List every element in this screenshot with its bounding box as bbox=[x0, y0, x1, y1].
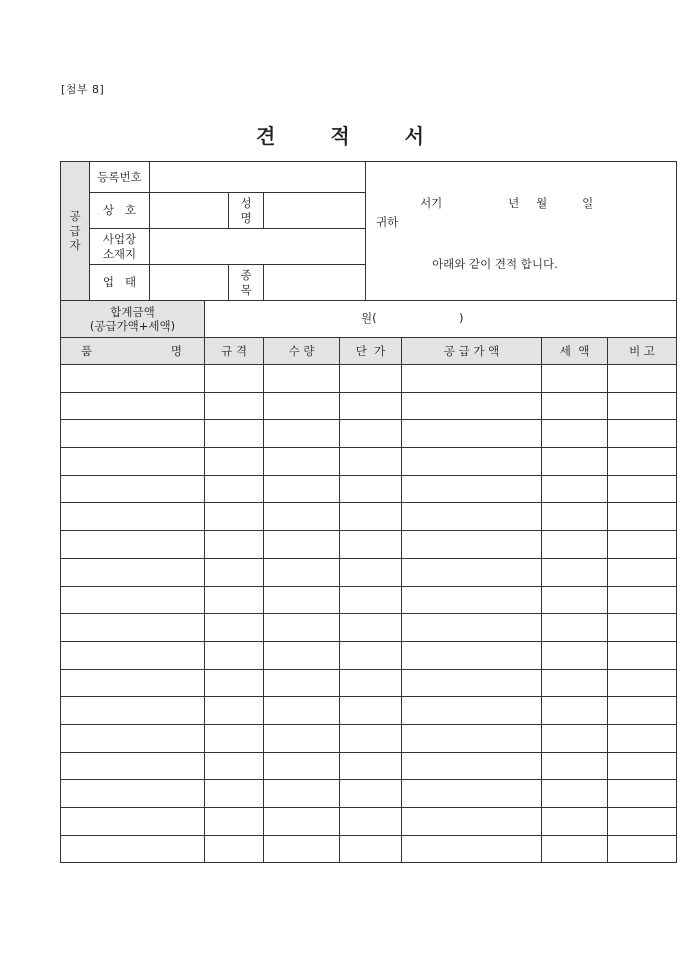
business-address-line: 소재지 bbox=[102, 246, 137, 261]
representative-label bbox=[229, 193, 264, 229]
remarks-cell[interactable] bbox=[608, 365, 677, 393]
supply-amount-cell[interactable] bbox=[402, 724, 542, 752]
table-row bbox=[61, 448, 677, 476]
tax-cell[interactable] bbox=[542, 641, 608, 669]
spec-cell[interactable] bbox=[205, 614, 264, 642]
remarks-cell[interactable] bbox=[608, 448, 677, 476]
tax-cell[interactable] bbox=[542, 780, 608, 808]
item-name-char: 품 bbox=[81, 343, 93, 358]
table-row bbox=[61, 752, 677, 780]
item-name-cell[interactable] bbox=[61, 448, 205, 476]
table-row bbox=[61, 392, 677, 420]
item-name-cell[interactable] bbox=[61, 641, 205, 669]
tax-cell[interactable] bbox=[542, 697, 608, 725]
remarks-cell[interactable] bbox=[608, 586, 677, 614]
recipient-info bbox=[366, 162, 677, 301]
remarks-cell[interactable] bbox=[608, 835, 677, 863]
quantity-cell[interactable] bbox=[264, 669, 340, 697]
unit-price-cell[interactable] bbox=[340, 448, 402, 476]
spec-cell[interactable] bbox=[205, 835, 264, 863]
tax-cell[interactable] bbox=[542, 392, 608, 420]
quantity-cell[interactable] bbox=[264, 503, 340, 531]
item-name-cell[interactable] bbox=[61, 475, 205, 503]
tax-cell[interactable] bbox=[542, 724, 608, 752]
business-address-field[interactable] bbox=[150, 229, 366, 265]
table-row bbox=[61, 420, 677, 448]
quantity-cell[interactable] bbox=[264, 392, 340, 420]
remarks-cell[interactable] bbox=[608, 724, 677, 752]
business-type-field[interactable] bbox=[150, 265, 229, 301]
quantity-cell[interactable] bbox=[264, 780, 340, 808]
table-row bbox=[61, 835, 677, 863]
tax-cell[interactable] bbox=[542, 475, 608, 503]
column-header-spec: 규 격 bbox=[205, 338, 264, 365]
supply-amount-cell[interactable] bbox=[402, 503, 542, 531]
item-name-cell[interactable] bbox=[61, 808, 205, 836]
spec-cell[interactable] bbox=[205, 475, 264, 503]
month-label: 월 bbox=[536, 196, 548, 210]
spec-cell[interactable] bbox=[205, 808, 264, 836]
remarks-cell[interactable] bbox=[608, 697, 677, 725]
item-name-cell[interactable] bbox=[61, 420, 205, 448]
unit-price-cell[interactable] bbox=[340, 392, 402, 420]
quantity-cell[interactable] bbox=[264, 808, 340, 836]
quantity-cell[interactable] bbox=[264, 724, 340, 752]
supply-amount-cell[interactable] bbox=[402, 780, 542, 808]
unit-price-cell[interactable] bbox=[340, 669, 402, 697]
item-name-cell[interactable] bbox=[61, 614, 205, 642]
supply-amount-cell[interactable] bbox=[402, 558, 542, 586]
unit-price-cell[interactable] bbox=[340, 614, 402, 642]
total-label-line: (공급가액+세액) bbox=[89, 319, 176, 333]
unit-price-cell[interactable] bbox=[340, 558, 402, 586]
supply-amount-cell[interactable] bbox=[402, 531, 542, 559]
remarks-cell[interactable] bbox=[608, 669, 677, 697]
tax-cell[interactable] bbox=[542, 503, 608, 531]
spec-cell[interactable] bbox=[205, 448, 264, 476]
supply-amount-cell[interactable] bbox=[402, 365, 542, 393]
unit-price-cell[interactable] bbox=[340, 420, 402, 448]
item-name-cell[interactable] bbox=[61, 392, 205, 420]
table-row bbox=[61, 586, 677, 614]
column-header-item-name bbox=[61, 338, 205, 365]
table-row bbox=[61, 503, 677, 531]
supply-amount-cell[interactable] bbox=[402, 586, 542, 614]
quantity-cell[interactable] bbox=[264, 448, 340, 476]
item-name-cell[interactable] bbox=[61, 724, 205, 752]
supply-amount-cell[interactable] bbox=[402, 835, 542, 863]
quantity-cell[interactable] bbox=[264, 835, 340, 863]
spec-cell[interactable] bbox=[205, 780, 264, 808]
column-header-supply-amount: 공 급 가 액 bbox=[402, 338, 542, 365]
remarks-cell[interactable] bbox=[608, 503, 677, 531]
item-name-cell[interactable] bbox=[61, 586, 205, 614]
tax-cell[interactable] bbox=[542, 558, 608, 586]
column-header-quantity: 수 량 bbox=[264, 338, 340, 365]
table-row bbox=[61, 780, 677, 808]
unit-price-cell[interactable] bbox=[340, 835, 402, 863]
item-name-cell[interactable] bbox=[61, 503, 205, 531]
attachment-label: [첨부 8] bbox=[61, 83, 105, 96]
tax-cell[interactable] bbox=[542, 420, 608, 448]
quantity-cell[interactable] bbox=[264, 641, 340, 669]
business-item-char: 목 bbox=[240, 282, 252, 297]
remarks-cell[interactable] bbox=[608, 780, 677, 808]
item-name-cell[interactable] bbox=[61, 780, 205, 808]
item-name-char: 명 bbox=[170, 343, 182, 358]
honorific-label: 귀하 bbox=[376, 215, 399, 229]
year-label: 년 bbox=[508, 196, 520, 210]
unit-price-cell[interactable] bbox=[340, 697, 402, 725]
supply-amount-cell[interactable] bbox=[402, 669, 542, 697]
remarks-cell[interactable] bbox=[608, 475, 677, 503]
document-title bbox=[0, 120, 680, 149]
total-label-line: 합계금액 bbox=[110, 304, 155, 319]
quantity-cell[interactable] bbox=[264, 420, 340, 448]
remarks-cell[interactable] bbox=[608, 531, 677, 559]
column-header-remarks: 비 고 bbox=[608, 338, 677, 365]
day-label: 일 bbox=[582, 196, 594, 210]
supply-amount-cell[interactable] bbox=[402, 641, 542, 669]
spec-cell[interactable] bbox=[205, 752, 264, 780]
table-row bbox=[61, 531, 677, 559]
representative-char: 성 bbox=[240, 196, 252, 211]
tax-cell[interactable] bbox=[542, 808, 608, 836]
item-name-cell[interactable] bbox=[61, 752, 205, 780]
table-row bbox=[61, 808, 677, 836]
spec-cell[interactable] bbox=[205, 697, 264, 725]
quantity-cell[interactable] bbox=[264, 475, 340, 503]
tax-cell[interactable] bbox=[542, 669, 608, 697]
item-name-cell[interactable] bbox=[61, 697, 205, 725]
business-address-line: 사업장 bbox=[102, 232, 137, 247]
title-char: 서 bbox=[404, 124, 424, 148]
supply-amount-cell[interactable] bbox=[402, 752, 542, 780]
spec-cell[interactable] bbox=[205, 531, 264, 559]
quantity-cell[interactable] bbox=[264, 558, 340, 586]
era-label: 서기 bbox=[420, 196, 443, 210]
table-row bbox=[61, 558, 677, 586]
table-row bbox=[61, 641, 677, 669]
unit-price-cell[interactable] bbox=[340, 503, 402, 531]
total-amount-field[interactable] bbox=[205, 301, 677, 338]
table-row bbox=[61, 724, 677, 752]
remarks-cell[interactable] bbox=[608, 558, 677, 586]
supply-amount-cell[interactable] bbox=[402, 808, 542, 836]
supplier-group-label bbox=[61, 162, 90, 301]
column-header-tax: 세 액 bbox=[542, 338, 608, 365]
company-name-field[interactable] bbox=[150, 193, 229, 229]
supply-amount-cell[interactable] bbox=[402, 614, 542, 642]
item-name-cell[interactable] bbox=[61, 669, 205, 697]
unit-price-cell[interactable] bbox=[340, 365, 402, 393]
business-type-label: 업 태 bbox=[90, 265, 150, 301]
table-row bbox=[61, 365, 677, 393]
spec-cell[interactable] bbox=[205, 724, 264, 752]
unit-price-cell[interactable] bbox=[340, 808, 402, 836]
table-row bbox=[61, 697, 677, 725]
registration-number-label: 등록번호 bbox=[90, 162, 150, 193]
item-name-cell[interactable] bbox=[61, 531, 205, 559]
tax-cell[interactable] bbox=[542, 586, 608, 614]
tax-cell[interactable] bbox=[542, 752, 608, 780]
unit-price-cell[interactable] bbox=[340, 641, 402, 669]
representative-field[interactable] bbox=[264, 193, 366, 229]
supply-amount-cell[interactable] bbox=[402, 697, 542, 725]
quantity-cell[interactable] bbox=[264, 614, 340, 642]
representative-char: 명 bbox=[240, 210, 252, 225]
spec-cell[interactable] bbox=[205, 558, 264, 586]
quantity-cell[interactable] bbox=[264, 697, 340, 725]
spec-cell[interactable] bbox=[205, 586, 264, 614]
spec-cell[interactable] bbox=[205, 420, 264, 448]
item-name-cell[interactable] bbox=[61, 558, 205, 586]
company-name-label: 상 호 bbox=[90, 193, 150, 229]
remarks-cell[interactable] bbox=[608, 808, 677, 836]
unit-price-cell[interactable] bbox=[340, 531, 402, 559]
supplier-char: 급 bbox=[69, 223, 81, 238]
supplier-char: 공 bbox=[69, 209, 81, 224]
remarks-cell[interactable] bbox=[608, 420, 677, 448]
spec-cell[interactable] bbox=[205, 669, 264, 697]
business-item-label bbox=[229, 265, 264, 301]
quantity-cell[interactable] bbox=[264, 531, 340, 559]
tax-cell[interactable] bbox=[542, 614, 608, 642]
tax-cell[interactable] bbox=[542, 531, 608, 559]
quotation-message: 아래와 같이 견적 합니다. bbox=[432, 257, 558, 271]
tax-cell[interactable] bbox=[542, 365, 608, 393]
quotation-form bbox=[60, 161, 677, 863]
unit-price-cell[interactable] bbox=[340, 586, 402, 614]
item-name-cell[interactable] bbox=[61, 365, 205, 393]
tax-cell[interactable] bbox=[542, 835, 608, 863]
spec-cell[interactable] bbox=[205, 503, 264, 531]
quantity-cell[interactable] bbox=[264, 586, 340, 614]
registration-number-field[interactable] bbox=[150, 162, 366, 193]
unit-price-cell[interactable] bbox=[340, 475, 402, 503]
supply-amount-cell[interactable] bbox=[402, 392, 542, 420]
remarks-cell[interactable] bbox=[608, 614, 677, 642]
quantity-cell[interactable] bbox=[264, 365, 340, 393]
quantity-cell[interactable] bbox=[264, 752, 340, 780]
table-row bbox=[61, 475, 677, 503]
business-item-char: 종 bbox=[240, 268, 252, 283]
won-label: 원( bbox=[361, 311, 377, 325]
title-char: 견 bbox=[256, 124, 276, 148]
business-address-label bbox=[90, 229, 150, 265]
spec-cell[interactable] bbox=[205, 641, 264, 669]
table-row bbox=[61, 669, 677, 697]
close-paren: ) bbox=[459, 311, 464, 325]
unit-price-cell[interactable] bbox=[340, 780, 402, 808]
title-char: 적 bbox=[330, 124, 350, 148]
supply-amount-cell[interactable] bbox=[402, 448, 542, 476]
remarks-cell[interactable] bbox=[608, 752, 677, 780]
tax-cell[interactable] bbox=[542, 448, 608, 476]
unit-price-cell[interactable] bbox=[340, 724, 402, 752]
unit-price-cell[interactable] bbox=[340, 752, 402, 780]
table-row bbox=[61, 614, 677, 642]
item-name-cell[interactable] bbox=[61, 835, 205, 863]
spec-cell[interactable] bbox=[205, 365, 264, 393]
supply-amount-cell[interactable] bbox=[402, 475, 542, 503]
remarks-cell[interactable] bbox=[608, 641, 677, 669]
spec-cell[interactable] bbox=[205, 392, 264, 420]
column-header-unit-price: 단 가 bbox=[340, 338, 402, 365]
total-amount-label bbox=[61, 301, 205, 338]
remarks-cell[interactable] bbox=[608, 392, 677, 420]
supplier-char: 자 bbox=[69, 238, 81, 253]
supply-amount-cell[interactable] bbox=[402, 420, 542, 448]
business-item-field[interactable] bbox=[264, 265, 366, 301]
